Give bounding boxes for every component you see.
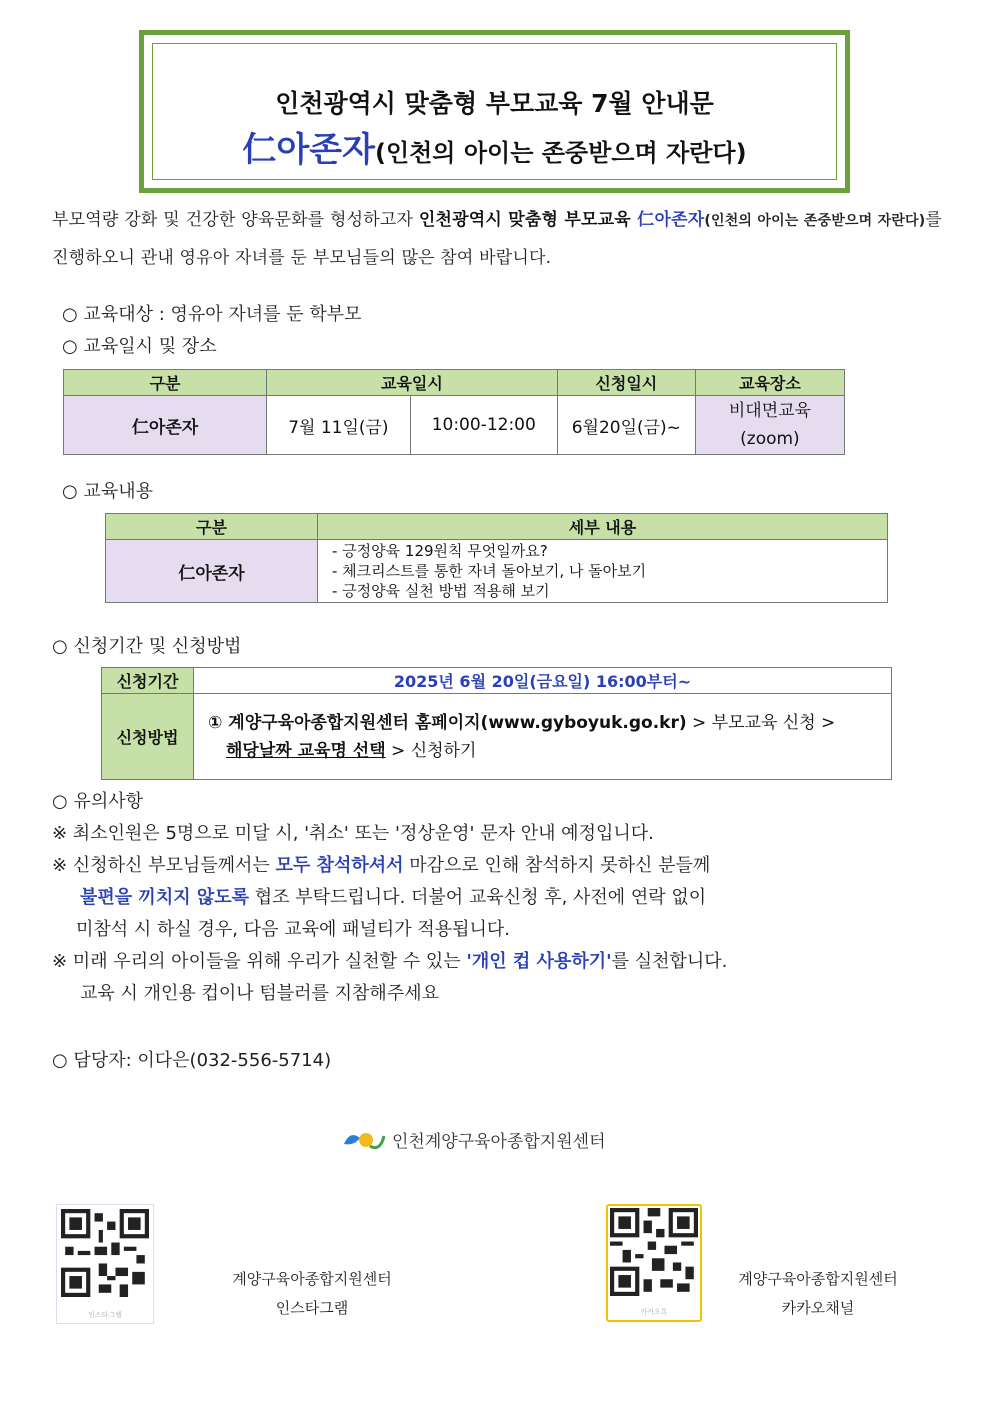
method-value [194, 694, 892, 780]
content-details [318, 540, 888, 603]
qr-kakao-line1: 계양구육아종합지원센터 [738, 1270, 898, 1288]
center-logo-icon [340, 1124, 386, 1154]
detail-item: - 체크리스트를 통한 자녀 돌아보기, 나 돌아보기 [332, 562, 647, 580]
method-select-text: 해당날짜 교육명 선택 [226, 740, 386, 761]
center-logo [340, 1124, 606, 1154]
program-name: 仁아존자 [64, 396, 267, 455]
header-category: 구분 [64, 370, 267, 396]
header-place: 교육장소 [695, 370, 844, 396]
notes-heading: ○ 유의사항 [52, 791, 143, 812]
apply-date: 6월20일(금)~ [557, 396, 695, 455]
note-highlight-2: 불편을 끼치지 않도록 [80, 887, 250, 908]
note-highlight: 모두 참석하셔서 [275, 855, 404, 876]
content-table [105, 513, 888, 603]
intro-brand: 仁아존자 [637, 210, 705, 230]
qr-instagram-icon[interactable] [61, 1209, 149, 1297]
qr-kakao-caption [718, 1265, 918, 1323]
intro-text-2: 를 진행하오니 관내 영유아 자녀를 둔 부모님들의 많은 참여 바랍니다. [52, 210, 942, 268]
schedule-table [63, 369, 845, 455]
qr-kakao-line2: 카카오채널 [781, 1299, 855, 1317]
note-2-end: 미참석 시 하실 경우, 다음 교육에 패널티가 적용됩니다. [76, 919, 511, 940]
qr-instagram-card [56, 1204, 154, 1324]
page-subtitle [153, 122, 836, 171]
note-text: 마감으로 인해 참석하지 못하신 분들께 [403, 855, 711, 876]
page-title: 인천광역시 맞춤형 부모교육 7월 안내문 [275, 89, 714, 118]
qr-instagram-caption [212, 1265, 412, 1323]
title-box [139, 30, 850, 193]
edu-time: 10:00-12:00 [410, 396, 557, 455]
qr-kakao-card [606, 1204, 702, 1322]
content-header-category: 구분 [106, 514, 318, 540]
place-line-1: 비대면교육 [728, 401, 811, 421]
notes-section [52, 786, 952, 1010]
edu-place [695, 396, 844, 455]
intro-text: 부모역량 강화 및 건강한 양육문화를 형성하고자 [52, 210, 419, 230]
content-program-name: 仁아존자 [106, 540, 318, 603]
center-logo-text: 인천계양구육아종합지원센터 [392, 1131, 606, 1152]
detail-item: - 긍정양육 실천 방법 적용해 보기 [332, 582, 550, 600]
header-date: 교육일시 [267, 370, 558, 396]
place-line-2: (zoom) [740, 429, 800, 449]
title-inner-border [152, 43, 837, 180]
content-heading: ○ 교육내용 [62, 481, 153, 502]
note-text: 를 실천합니다. [611, 951, 728, 972]
note-3 [52, 946, 952, 978]
qr-kakao-icon[interactable] [610, 1208, 698, 1296]
note-1: ※ 최소인원은 5명으로 미달 시, '취소' 또는 '정상운영' 문자 안내 예정입니다. [52, 823, 654, 844]
contact-line: ○ 담당자: 이다은(032-556-5714) [52, 1050, 332, 1071]
method-step: > 부모교육 신청 > [686, 712, 836, 733]
content-header-detail: 세부 내용 [318, 514, 888, 540]
apply-heading: ○ 신청기간 및 신청방법 [52, 636, 242, 657]
detail-item: - 긍정양육 129원칙 무엇일까요? [332, 542, 548, 560]
intro-bold: 인천광역시 맞춤형 부모교육 [418, 210, 638, 230]
qr-instagram-line1: 계양구육아종합지원센터 [232, 1270, 392, 1288]
note-text: ※ 미래 우리의 아이들을 위해 우리가 실천할 수 있는 [52, 951, 467, 972]
note-3-cont: 교육 시 개인용 컵이나 텀블러를 지참해주세요 [80, 983, 439, 1004]
method-link-text: ① 계양구육아종합지원센터 홈페이지(www.gyboyuk.go.kr) [208, 712, 687, 733]
qr-instagram-line2: 인스타그램 [275, 1299, 349, 1317]
method-label: 신청방법 [102, 694, 194, 780]
qr-instagram-tag: 인스타그램 [88, 1311, 122, 1319]
note-text: 협조 부탁드립니다. 더불어 교육신청 후, 사전에 연락 없이 [249, 887, 707, 908]
edu-date: 7월 11일(금) [267, 396, 411, 455]
schedule-heading: ○ 교육일시 및 장소 [62, 336, 217, 357]
apply-table [101, 667, 892, 780]
target-line: ○ 교육대상 : 영유아 자녀를 둔 학부모 [62, 304, 362, 325]
header-apply: 신청일시 [557, 370, 695, 396]
note-2-cont [52, 882, 952, 914]
intro-paragraph [52, 202, 942, 277]
note-text: ※ 신청하신 부모님들께서는 [52, 855, 276, 876]
period-label: 신청기간 [102, 668, 194, 694]
note-2 [52, 850, 952, 882]
intro-small: (인천의 아이는 존중받으며 자란다) [704, 213, 926, 229]
note-highlight-3: '개인 컵 사용하기' [466, 951, 612, 972]
brand-name: 仁아존자 [242, 130, 375, 170]
qr-kakao-tag: 카카오톡 [640, 1308, 668, 1316]
period-value: 2025년 6월 20일(금요일) 16:00부터~ [194, 668, 892, 694]
method-step-2: > 신청하기 [385, 740, 477, 761]
brand-subtitle: (인천의 아이는 존중받으며 자란다) [374, 139, 747, 167]
